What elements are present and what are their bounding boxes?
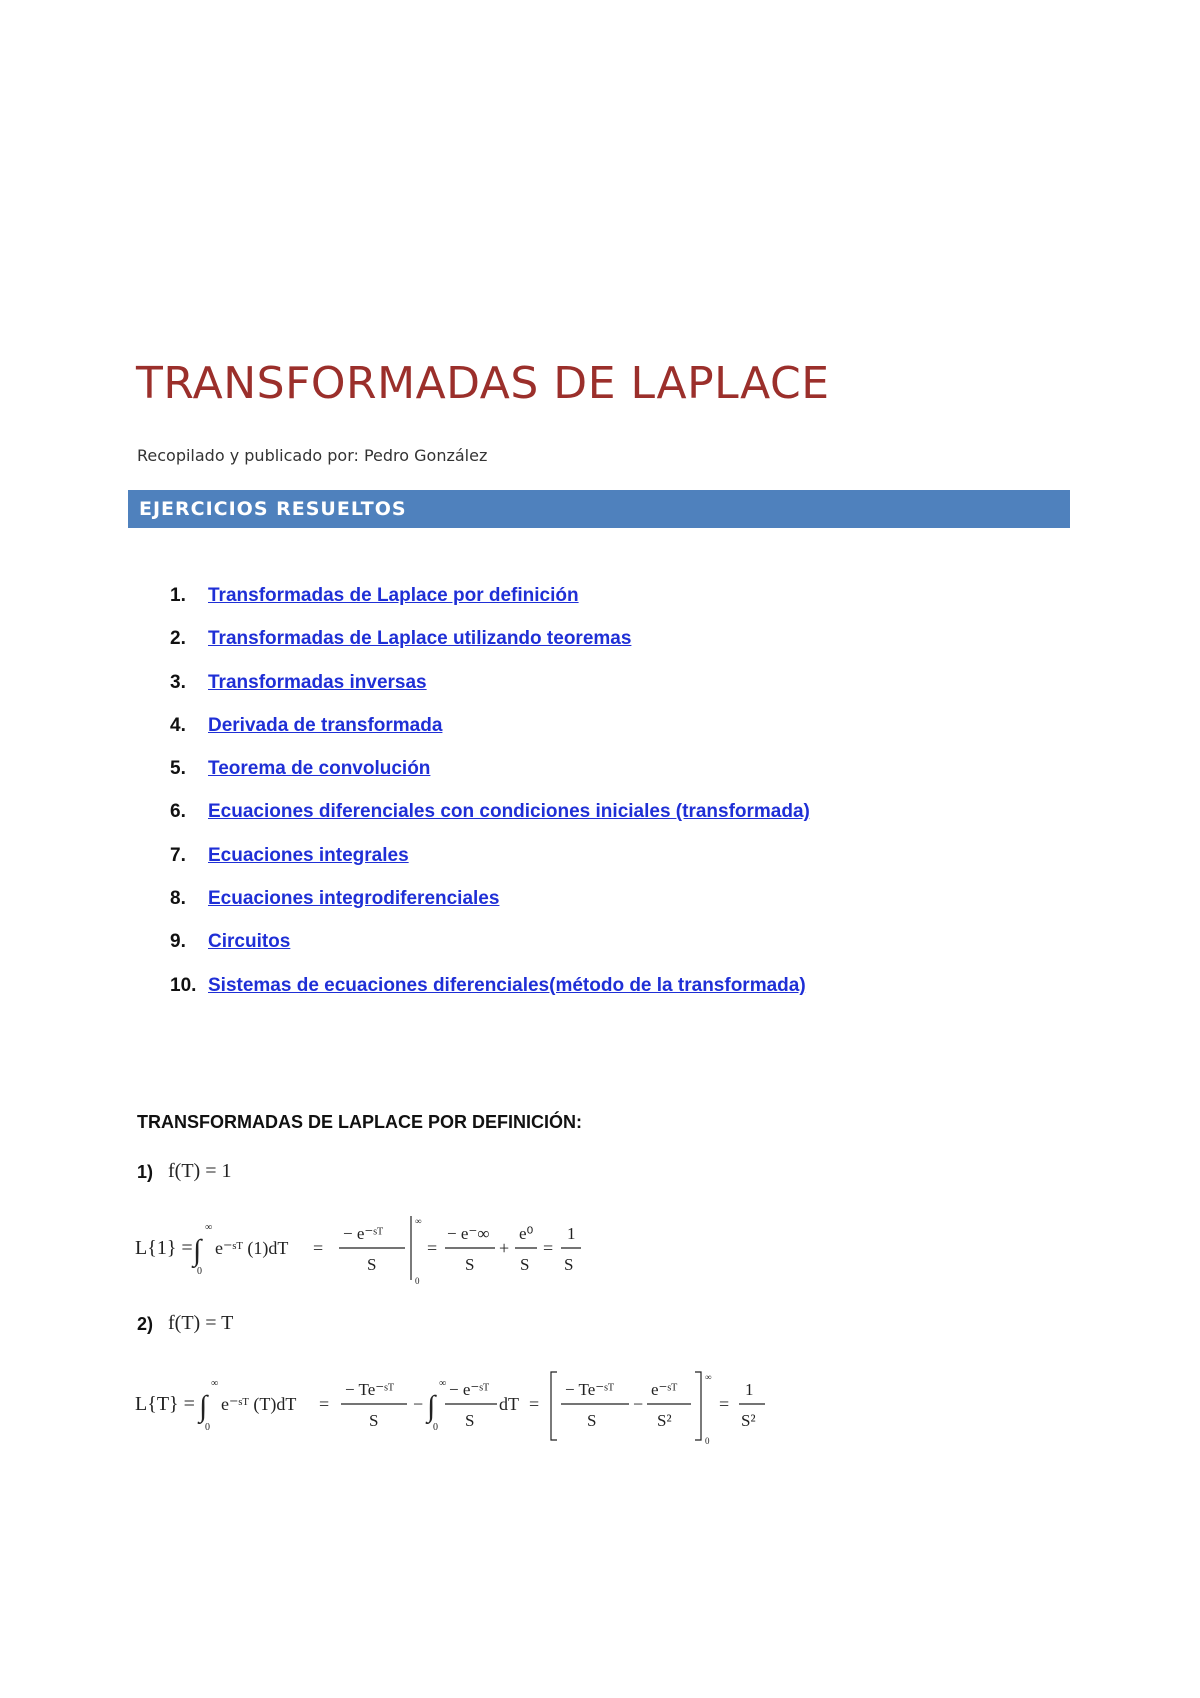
example-2-formula: [135, 1366, 855, 1450]
toc-link[interactable]: Teorema de convolución: [208, 758, 431, 780]
example-2-label: 2): [137, 1314, 154, 1334]
fraction-numerator: − e⁻ˢᵀ: [343, 1224, 384, 1243]
result-denominator: S: [564, 1255, 574, 1274]
integral-lower: 0: [433, 1422, 438, 1433]
toc-number: 9.: [170, 931, 186, 953]
toc-number: 3.: [170, 671, 186, 693]
toc-number: 10.: [170, 974, 197, 996]
term-b-numerator: − e⁻ˢᵀ: [449, 1380, 490, 1399]
table-of-contents: [170, 585, 810, 1018]
author-byline: Recopilado y publicado por: Pedro González: [137, 446, 488, 465]
bracket-upper: ∞: [705, 1372, 712, 1382]
term1-numerator: − e⁻∞: [447, 1224, 490, 1243]
example-1-formula: [135, 1212, 615, 1292]
toc-number: 8.: [170, 888, 186, 910]
toc-link[interactable]: Ecuaciones diferenciales con condiciones iniciales (transformada): [208, 801, 810, 823]
bracket-lower: 0: [705, 1436, 710, 1446]
term1-denominator: S: [465, 1255, 475, 1274]
toc-number: 5.: [170, 758, 186, 780]
integral-sign: ∫: [427, 1390, 436, 1423]
formula-lhs: L{T} =: [135, 1393, 195, 1415]
result-numerator: 1: [745, 1380, 754, 1399]
term-c-numerator: − Te⁻ˢᵀ: [565, 1380, 615, 1399]
section-header-bar: [128, 490, 1070, 528]
toc-item: [170, 931, 810, 974]
minus-sign: −: [413, 1394, 424, 1414]
integrand: e⁻ˢᵀ (1)dT: [215, 1238, 289, 1258]
equals-sign: =: [529, 1394, 540, 1414]
integral-sign: ∫: [193, 1234, 202, 1267]
toc-item: [170, 888, 810, 931]
term-d-denominator: S²: [657, 1411, 672, 1430]
integral-upper: ∞: [211, 1378, 219, 1389]
example-2-function: f(T) = T: [168, 1312, 234, 1334]
equals-sign: =: [543, 1238, 554, 1258]
result-denominator: S²: [741, 1411, 756, 1430]
term-a-numerator: − Te⁻ˢᵀ: [345, 1380, 395, 1399]
integral-lower: 0: [197, 1266, 202, 1277]
toc-item: [170, 845, 810, 888]
equals-sign: =: [313, 1238, 324, 1258]
toc-link[interactable]: Ecuaciones integrodiferenciales: [208, 888, 500, 910]
eval-lower: 0: [415, 1276, 420, 1286]
formula-lhs: L{1} =: [135, 1237, 193, 1259]
equals-sign: =: [319, 1394, 330, 1414]
integral-upper: ∞: [205, 1222, 213, 1233]
toc-link[interactable]: Ecuaciones integrales: [208, 844, 409, 866]
term-d-numerator: e⁻ˢᵀ: [651, 1380, 678, 1399]
toc-link[interactable]: Transformadas de Laplace utilizando teoremas: [208, 628, 632, 650]
example-1-label: 1): [137, 1162, 154, 1182]
toc-link[interactable]: Transformadas inversas: [208, 671, 427, 693]
fraction-denominator: S: [367, 1255, 377, 1274]
toc-number: 2.: [170, 628, 186, 650]
toc-link[interactable]: Transformadas de Laplace por definición: [208, 585, 579, 606]
document-title: TRANSFORMADAS DE LAPLACE: [136, 358, 830, 409]
toc-item: [170, 758, 810, 801]
toc-item: [170, 975, 810, 1018]
equals-sign: =: [719, 1394, 730, 1414]
term-c-denominator: S: [587, 1411, 597, 1430]
toc-item: [170, 801, 810, 844]
toc-number: 7.: [170, 844, 186, 866]
toc-number: 1.: [170, 585, 186, 606]
term2-numerator: e⁰: [519, 1224, 534, 1243]
plus-sign: +: [499, 1238, 510, 1258]
section-header-label: EJERCICIOS RESUELTOS: [139, 498, 407, 520]
term2-denominator: S: [520, 1255, 530, 1274]
term-b-denominator: S: [465, 1411, 475, 1430]
example-1-function: f(T) = 1: [168, 1160, 232, 1182]
section-subheading: TRANSFORMADAS DE LAPLACE POR DEFINICIÓN:: [137, 1112, 582, 1132]
toc-link[interactable]: Sistemas de ecuaciones diferenciales(método de la transformada): [208, 974, 806, 996]
toc-item: [170, 585, 810, 628]
toc-item: [170, 628, 810, 671]
eval-upper: ∞: [415, 1216, 422, 1226]
toc-number: 4.: [170, 714, 186, 736]
dt-symbol: dT: [499, 1394, 519, 1414]
toc-item: [170, 715, 810, 758]
toc-item: [170, 672, 810, 715]
toc-number: 6.: [170, 801, 186, 823]
minus-sign: −: [633, 1394, 644, 1414]
integral-sign: ∫: [199, 1390, 208, 1423]
term-a-denominator: S: [369, 1411, 379, 1430]
integrand: e⁻ˢᵀ (T)dT: [221, 1394, 297, 1414]
integral-upper: ∞: [439, 1378, 447, 1389]
result-numerator: 1: [567, 1224, 576, 1243]
equals-sign: =: [427, 1238, 438, 1258]
toc-link[interactable]: Circuitos: [208, 931, 291, 953]
integral-lower: 0: [205, 1422, 210, 1433]
toc-link[interactable]: Derivada de transformada: [208, 714, 443, 736]
